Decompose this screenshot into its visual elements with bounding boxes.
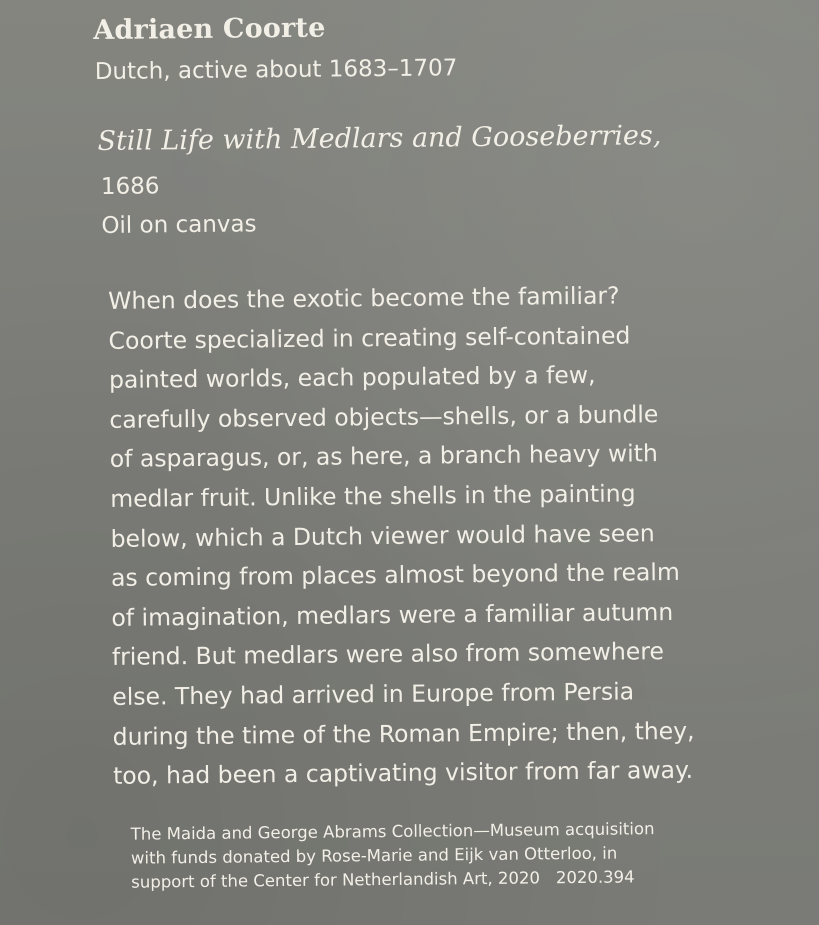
description-line: too, had been a captivating visitor from far away. xyxy=(112,755,694,790)
artist-nationality-dates: Dutch, active about 1683–1707 xyxy=(94,55,458,86)
description-line: of asparagus, or, as here, a branch heavy with xyxy=(109,439,658,474)
credit-line-text: The Maida and George Abrams Collection—Museum acquisition xyxy=(130,819,655,844)
artwork-title: Still Life with Medlars and Gooseberries, xyxy=(97,120,662,157)
artwork-medium: Oil on canvas xyxy=(101,211,257,239)
credit-line-last: support of the Center for Netherlandish Art, 2020 xyxy=(131,868,540,892)
accession-number: 2020.394 xyxy=(555,867,635,888)
artist-name: Adriaen Coorte xyxy=(93,12,326,47)
artwork-date: 1686 xyxy=(100,173,160,200)
description-line: else. They had arrived in Europe from Persia xyxy=(112,677,635,711)
description-paragraph xyxy=(108,275,773,797)
description-line: carefully observed objects—shells, or a bundle xyxy=(109,399,659,434)
description-line: Coorte specialized in creating self-contained xyxy=(108,321,631,355)
description-line: during the time of the Roman Empire; then, they, xyxy=(112,716,695,751)
description-line: painted worlds, each populated by a few, xyxy=(108,360,596,395)
description-line: medlar fruit. Unlike the shells in the painting xyxy=(110,479,636,513)
description-line: friend. But medlars were also from somewhere xyxy=(111,637,665,672)
credit-line xyxy=(131,816,772,895)
description-line: as coming from places almost beyond the realm xyxy=(110,558,680,593)
credit-line-text: with funds donated by Rose-Marie and Eijk van Otterloo, in xyxy=(130,843,618,868)
description-line: When does the exotic become the familiar? xyxy=(108,281,620,315)
description-line: below, which a Dutch viewer would have seen xyxy=(110,518,655,553)
description-line: of imagination, medlars were a familiar autumn xyxy=(111,597,674,632)
